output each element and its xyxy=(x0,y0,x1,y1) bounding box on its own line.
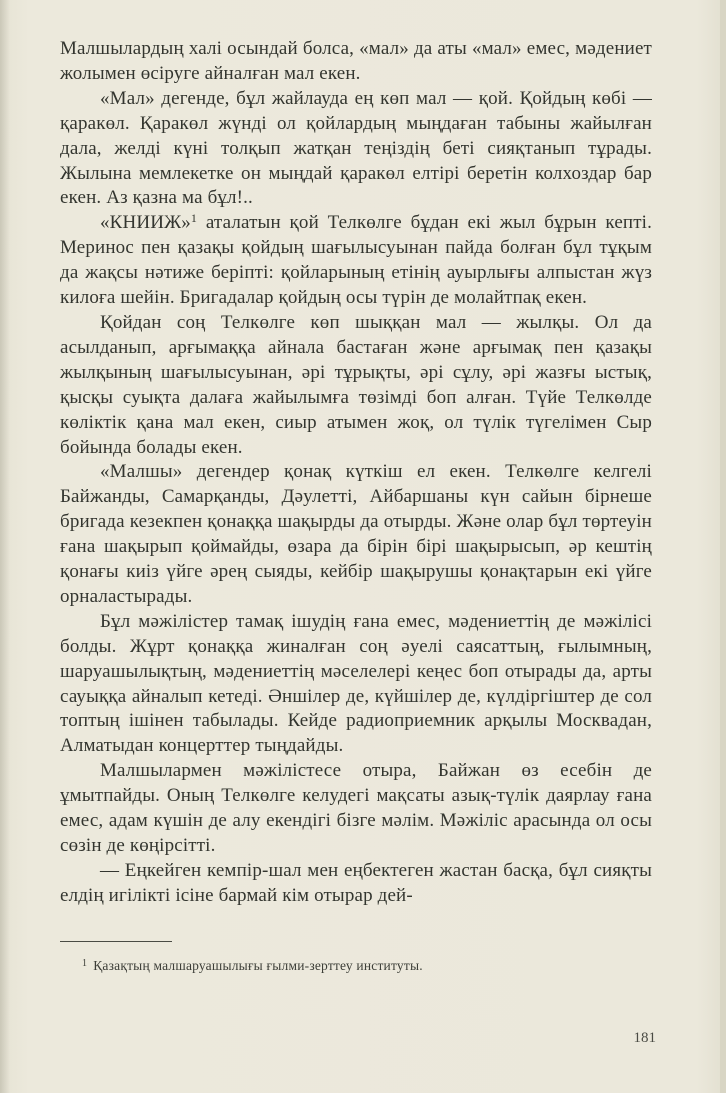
footnote-text: Қазақтың малшаруашылығы ғылми-зерттеу институты. xyxy=(93,958,423,973)
paragraph: «Мал» дегенде, бұл жайлауда ең көп мал — қой. Қойдың көбі — қаракөл. Қаракөл жүнді ол қойлардың мыңдаған табыны жайылған дала, желді күні толқып жатқан теңіздің беті сияқтанып тұрады. Жылына мемлекетке он мыңдай қаракөл елтірі беретін колхоздар бар екен. Аз қазна ма бұл!.. xyxy=(60,87,652,209)
page-number: 181 xyxy=(633,1030,656,1046)
page-edge xyxy=(720,0,726,1093)
paragraph: «Малшы» дегендер қонақ күткіш ел екен. Телкөлге келгелі Байжанды, Самарқанды, Дәулетті, Айбаршаны күн сайын бірнеше бригада кезекпен қонаққа шақырды да отырды. Және олар бұл төртеуін ғана шақырып қоймайды, өзара да бірін бірі шақырысып, әр кештің қонағы киіз үйге әрең сыяды, кейбір шақырушы қонақтарын екі үйге орналастырады. xyxy=(60,461,652,607)
footnote xyxy=(82,955,642,975)
paragraph: Малшылардың халі осындай болса, «мал» да аты «мал» емес, мәдениет жолымен өсіруге айналған мал екен. xyxy=(60,38,652,84)
paragraph-text: аталатын қой Телкөлге бұдан екі жыл бұрын кепті. Мериноc пен қазақы қойдың шағылысуынан пайда болған бұл тұқым да жақсы нәтиже беріпті: қойларының етінің ауырлығы алпыстан жүз килоға шейін. Бригадалар қойдың осы түрін де молайтпақ екен. xyxy=(60,212,652,309)
body-text xyxy=(60,37,652,909)
term-kniizh: «КНИИЖ» xyxy=(100,212,191,234)
paragraph: Бұл мәжілістер тамақ ішудің ғана емес, мәдениеттің де мәжілісі болды. Жұрт қонаққа жиналған соң әуелі саясаттың, ғылымның, шаруашылықтың, мәдениеттің мәселелері кеңес боп отырады да, арты сауыққа айналып кетеді. Әншілер де, күйшілер де, күлдіргіштер де сол топтың ішінен табылады. Кейде радиоприемник арқылы Москвадан, Алматыдан концерттер тыңдайды. xyxy=(60,610,652,757)
gutter-shadow xyxy=(0,0,10,1093)
footnote-marker: 1 xyxy=(190,211,198,226)
footnote-number: 1 xyxy=(82,958,88,969)
paragraph: — Еңкейген кемпір-шал мен еңбектеген жастан басқа, бұл сияқты елдің игілікті ісіне бармай кім отырар дей- xyxy=(60,859,652,906)
paragraph: Қойдан соң Телкөлге көп шыққан мал — жылқы. Ол да асылданып, арғымаққа айнала бастаған және арғымақ пен қазақы жылқының шағылысуынан, әрі тұрықты, әрі сұлу, әрі жазғы ыстық, қысқы суықта далаға жайылымға төзімді боп алған. Түйе Телкөлде көліктік қана мал екен, сиыр атымен жоқ, ол түлік түгелімен Сыр бойында болады екен. xyxy=(60,311,652,458)
paragraph: Малшылармен мәжілістесе отыра, Байжан өз есебін де ұмытпайды. Оның Телкөлге келудегі мақсаты азық-түлік даярлау ғана емес, адам күшін де алу екендігі бізге мәлім. Мәжіліс арасында ол осы сөзін де көңірсітті. xyxy=(60,760,652,856)
footnote-rule xyxy=(60,941,172,942)
paragraph xyxy=(60,211,652,311)
